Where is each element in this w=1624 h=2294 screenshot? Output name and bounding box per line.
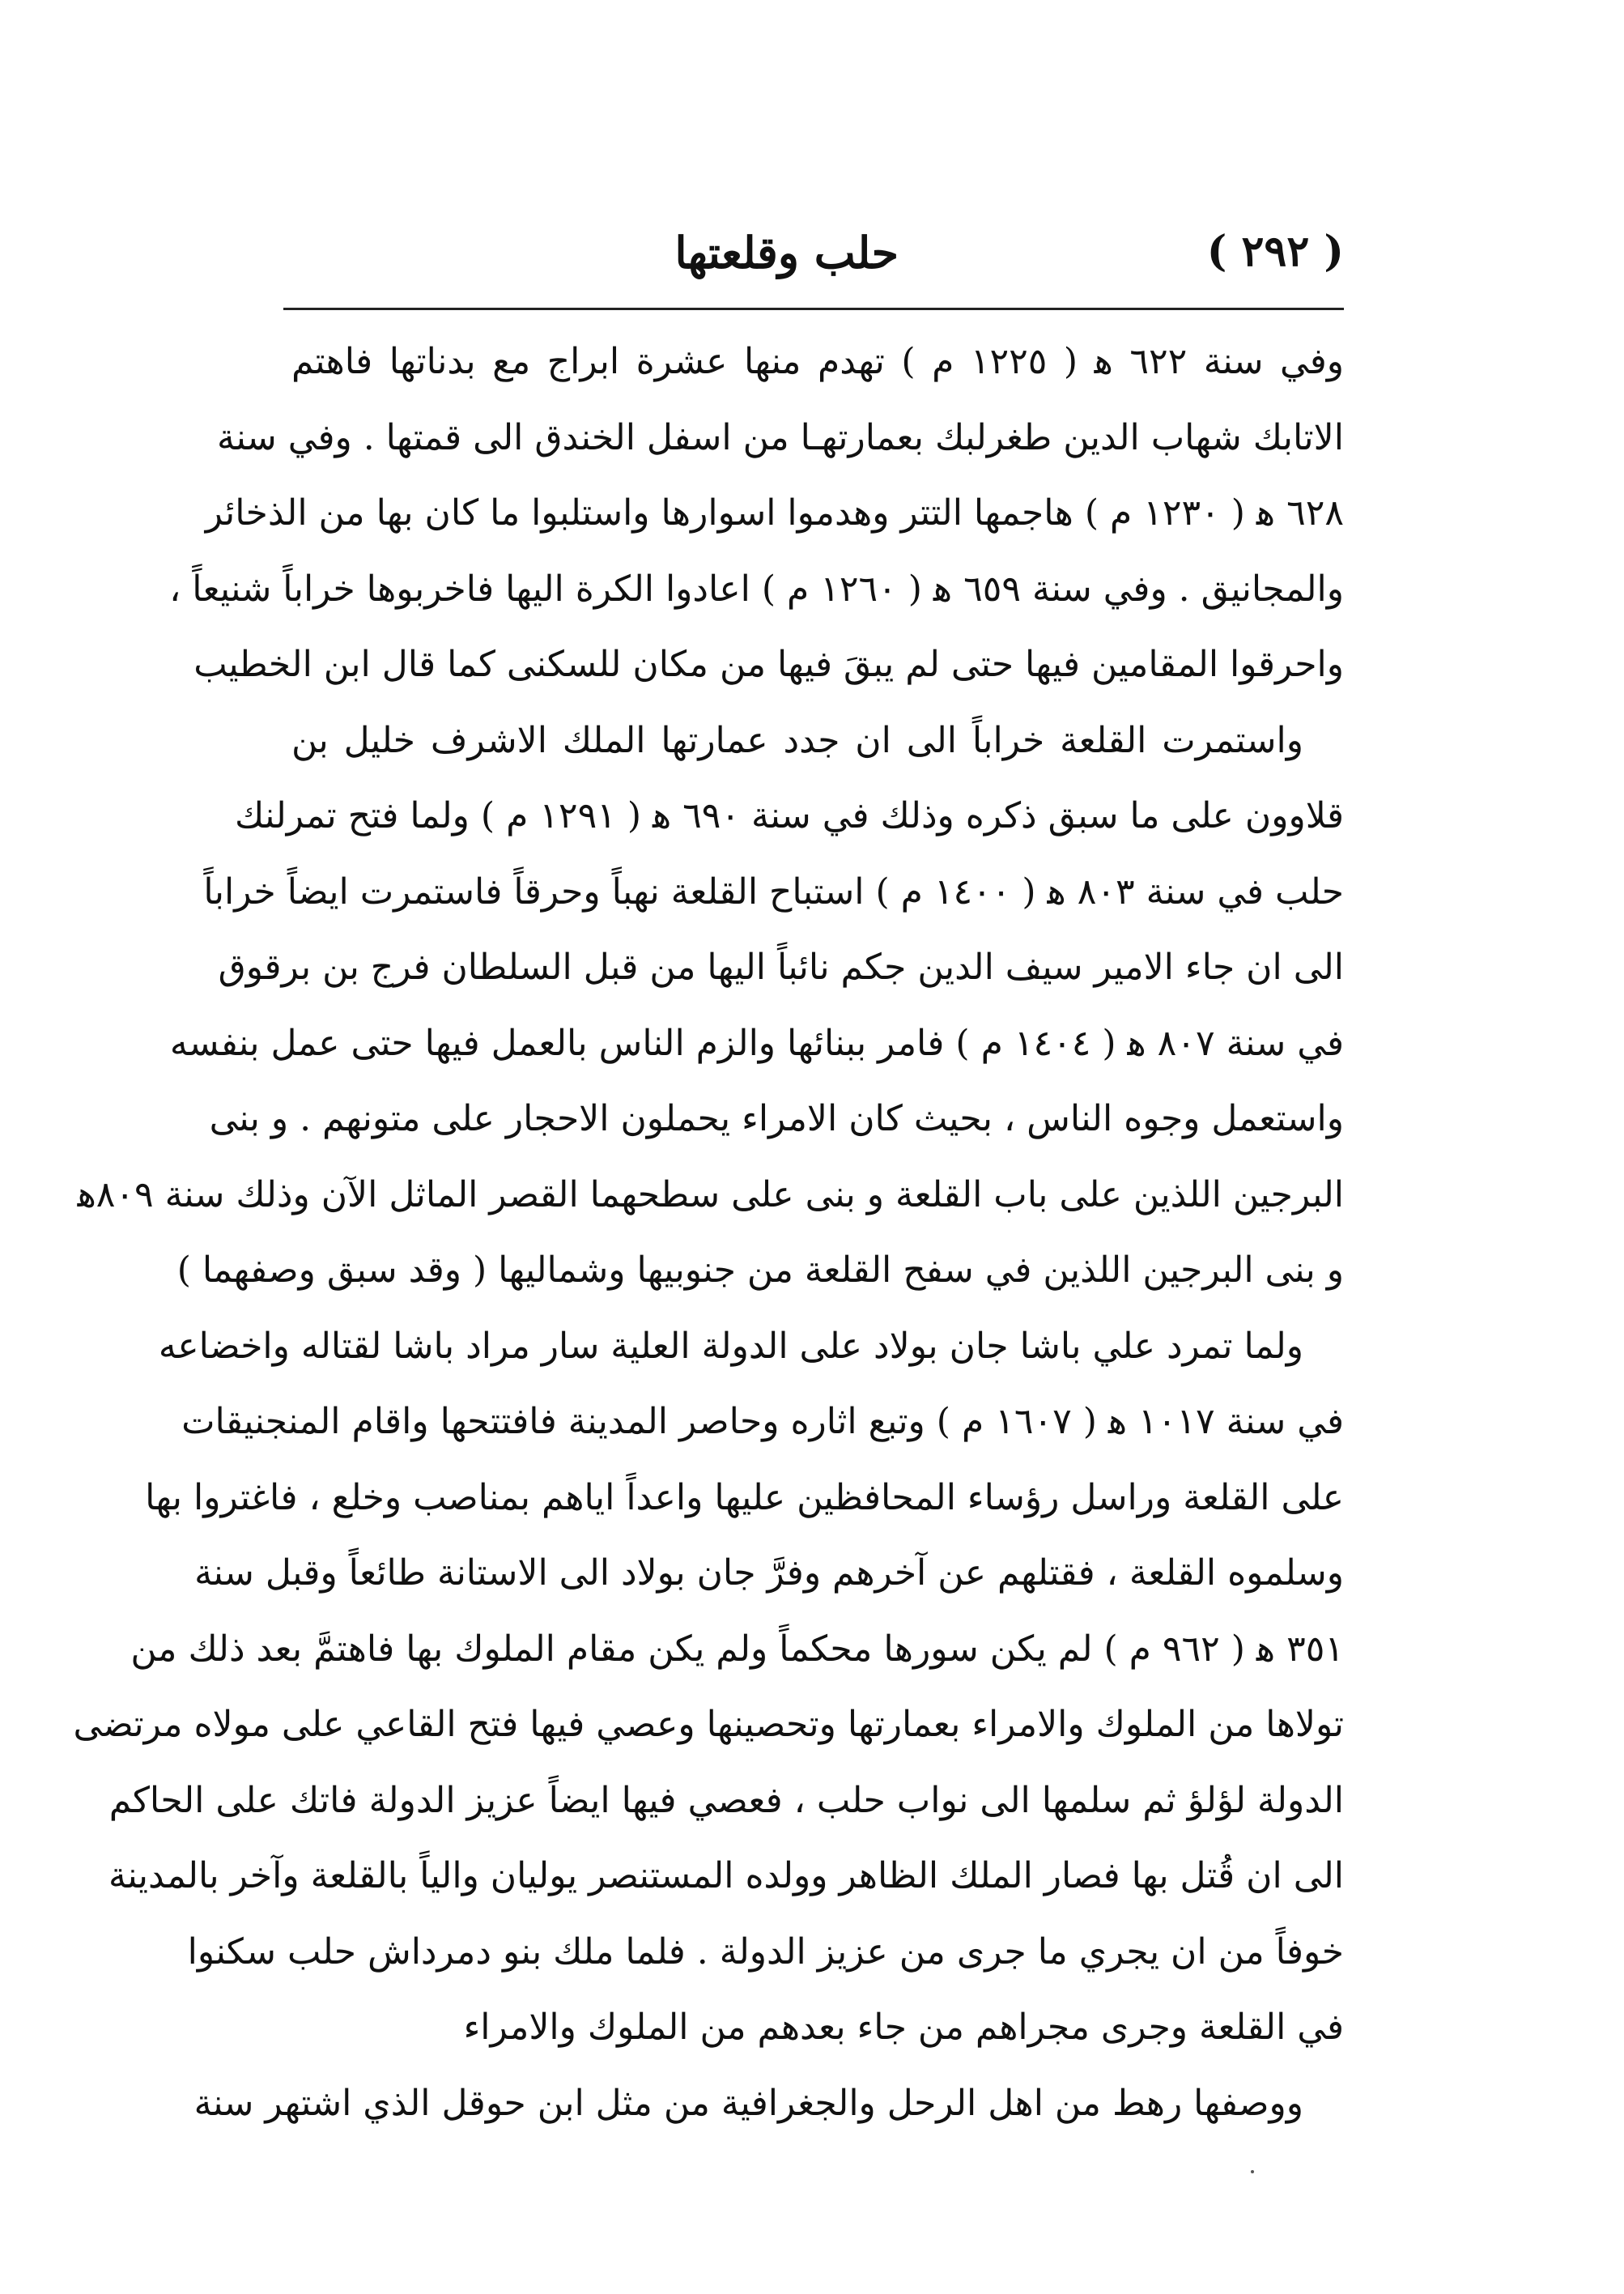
text-line: حلب في سنة ٨٠٣ ﻫ ( ١٤٠٠ م ) استباح القلعة نهباً وحرقاً فاستمرت ايضاً خراباً	[203, 870, 1344, 913]
text-line: وسلموه القلعة ، فقتلهم عن آخرهم وفرَّ جان بولاد الى الاستانة طائعاً وقبل سنة	[194, 1552, 1344, 1594]
text-line: واستمرت القلعة خراباً الى ان جدد عمارتها الملك الاشرف خليل بن	[291, 719, 1303, 761]
text-line: ولما تمرد علي باشا جان بولاد على الدولة العلية سار مراد باشا لقتاله واخضاعه	[158, 1325, 1303, 1367]
text-line: على القلعة وراسل رؤساء المحافظين عليها واعداً اياهم بمناصب وخلع ، فاغتروا بها	[145, 1476, 1344, 1518]
text-line: ووصفها رهط من اهل الرحل والجغرافية من مثل ابن حوقل الذي اشتهر سنة	[193, 2082, 1303, 2124]
text-line: ٣٥١ ﻫ ( ٩٦٢ م ) لم يكن سورها محكماً ولم يكن مقام الملوك بها فاهتمَّ بعد ذلك من	[130, 1628, 1344, 1670]
text-line: وفي سنة ٦٢٢ ﻫ ( ١٢٢٥ م ) تهدم منها عشرة ابراج مع بدناتها فاهتم	[291, 341, 1345, 382]
body-text	[73, 324, 1345, 2141]
text-line: الى ان جاء الامير سيف الدين جكم نائباً اليها من قبل السلطان فرج بن برقوق	[218, 947, 1344, 988]
text-line: والمجانيق . وفي سنة ٦٥٩ ﻫ ( ١٢٦٠ م ) اعادوا الكرة اليها فاخربوها خراباً شنيعاً ،	[169, 568, 1344, 610]
text-line: ٦٢٨ ﻫ ( ١٢٣٠ م ) هاجمها التتر وهدموا اسوارها واستلبوا ما كان بها من الذخائر	[205, 492, 1344, 534]
page-number: ( ٢٩٢ )	[1206, 227, 1344, 276]
text-line: الاتابك شهاب الدين طغرلبك بعمارتهـا من اسفل الخندق الى قمتها . وفي سنة	[217, 416, 1344, 458]
page-header	[283, 219, 1344, 300]
text-line: تولاها من الملوك والامراء بعمارتها وتحصينها وعصي فيها فتح القاعي على مولاه مرتضى	[73, 1704, 1344, 1745]
running-title: حلب وقلعتها	[674, 227, 899, 279]
text-line: و بنى البرجين اللذين في سفح القلعة من جنوبيها وشماليها ( وقد سبق وصفهما )	[176, 1249, 1344, 1291]
text-line: في سنة ١٠١٧ ﻫ ( ١٦٠٧ م ) وتبع اثاره وحاصر المدينة فافتتحها واقام المنجنيقات	[181, 1401, 1344, 1442]
text-line: الى ان قُتل بها فصار الملك الظاهر وولده المستنصر يوليان والياً بالقلعة وآخر بالمدينة	[108, 1855, 1344, 1896]
text-line: في سنة ٨٠٧ ﻫ ( ١٤٠٤ م ) فامر ببنائها والزم الناس بالعمل فيها حتى عمل بنفسه	[169, 1022, 1344, 1064]
text-line: قلاوون على ما سبق ذكره وذلك في سنة ٦٩٠ ﻫ ( ١٢٩١ م ) ولما فتح تمرلنك	[235, 795, 1344, 836]
header-rule	[283, 308, 1344, 310]
text-line: الدولة لؤلؤ ثم سلمها الى نواب حلب ، فعصي فيها ايضاً عزيز الدولة فاتك على الحاكم	[108, 1779, 1344, 1821]
text-line: واحرقوا المقامين فيها حتى لم يبقَ فيها من مكان للسكنى كما قال ابن الخطيب	[193, 644, 1344, 685]
page-mark-dot	[1251, 2170, 1254, 2173]
text-line: خوفاً من ان يجري ما جرى من عزيز الدولة . فلما ملك بنو دمرداش حلب سكنوا	[187, 1930, 1344, 1973]
text-line: في القلعة وجرى مجراهم من جاء بعدهم من الملوك والامراء	[463, 2007, 1344, 2048]
text-line: البرجين اللذين على باب القلعة و بنى على سطحهما القصر الماثل الآن وذلك سنة ٨٠٩ﻫ	[77, 1173, 1344, 1215]
text-line: واستعمل وجوه الناس ، بحيث كان الامراء يحملون الاحجار على متونهم . و بنى	[209, 1098, 1344, 1139]
